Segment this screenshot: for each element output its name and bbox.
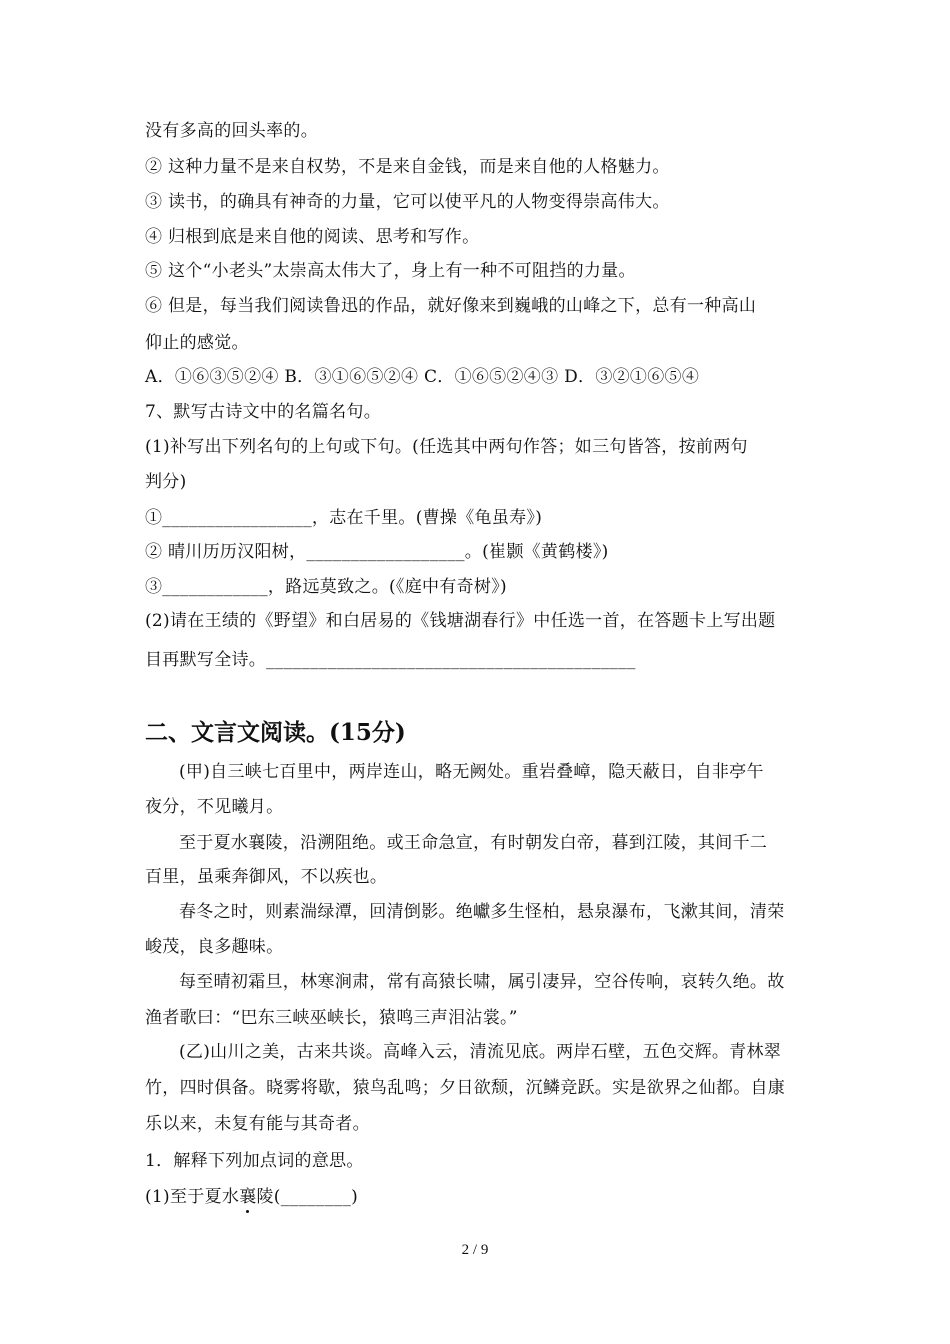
dotted-character: 襄: [239, 1187, 257, 1207]
passage-line: 至于夏水襄陵，沿溯阻绝。或王命急宣，有时朝发白帝，暮到江陵，其间千二: [179, 833, 768, 853]
answer-options: A．①⑥③⑤②④ B．③①⑥⑤②④ C．①⑥⑤②④③ D．③②①⑥⑤④: [145, 367, 700, 387]
fill-blank-line: ③____________，路远莫致之。(《庭中有奇树》): [145, 577, 507, 597]
text-line: ② 这种力量不是来自权势，不是来自金钱，而是来自他的人格魅力。: [145, 157, 670, 177]
question-1-title: 1．解释下列加点词的意思。: [145, 1151, 364, 1171]
passage-line: 每至晴初霜旦，林寒涧肃，常有高猿长啸，属引凄异，空谷传响，哀转久绝。故: [179, 972, 785, 992]
text-line: 仰止的感觉。: [145, 333, 249, 353]
passage-line: 峻茂，良多趣味。: [145, 937, 284, 957]
text-line: 没有多高的回头率的。: [145, 121, 318, 141]
page-number: 2 / 9: [461, 1242, 489, 1258]
text-line: ⑤ 这个“小老头”太崇高太伟大了，身上有一种不可阻挡的力量。: [145, 261, 636, 281]
passage-line: (甲)自三峡七百里中，两岸连山，略无阙处。重岩叠嶂，隐天蔽日，自非亭午: [179, 762, 764, 782]
passage-line: (乙)山川之美，古来共谈。高峰入云，清流见底。两岸石壁，五色交辉。青林翠: [179, 1042, 782, 1062]
passage-line: 百里，虽乘奔御风，不以疾也。: [145, 867, 388, 887]
text-line: 判分): [145, 472, 187, 492]
text-line: (2)请在王绩的《野望》和白居易的《钱塘湖春行》中任选一首，在答题卡上写出题: [145, 611, 776, 631]
question-7-title: 7、默写古诗文中的名篇名句。: [145, 402, 382, 422]
text-line: ④ 归根到底是来自他的阅读、思考和写作。: [145, 227, 480, 247]
question-1-item: [145, 1186, 815, 1208]
fill-blank-line: ①_________________，志在千里。(曹操《龟虽寿》): [145, 508, 543, 528]
passage-line: 乐以来，未复有能与其奇者。: [145, 1114, 370, 1134]
text-line: (1)补写出下列名句的上句或下句。(任选其中两句作答；如三句皆答，按前两句: [145, 437, 748, 457]
passage-line: 夜分，不见曦月。: [145, 797, 284, 817]
section-title: 二、文言文阅读。(15分): [145, 719, 406, 746]
question-item-suffix: 陵(________): [256, 1187, 359, 1207]
passage-line: 渔者歌曰：“巴东三峡巫峡长，猿鸣三声泪沾裳。”: [145, 1008, 518, 1028]
passage-line: 春冬之时，则素湍绿潭，回清倒影。绝巘多生怪柏，悬泉瀑布，飞漱其间，清荣: [179, 902, 785, 922]
fill-blank-line: ② 晴川历历汉阳树，__________________。(崔颢《黄鹤楼》): [145, 542, 609, 562]
passage-line: 竹，四时俱备。晓雾将歇，猿鸟乱鸣；夕日欲颓，沉鳞竞跃。实是欲界之仙都。自康: [145, 1078, 786, 1098]
fill-blank-line: 目再默写全诗。__________________________________________: [145, 650, 636, 670]
question-item-prefix: (1)至于夏水: [145, 1187, 240, 1207]
text-line: ③ 读书，的确具有神奇的力量，它可以使平凡的人物变得崇高伟大。: [145, 192, 670, 212]
text-line: ⑥ 但是，每当我们阅读鲁迅的作品，就好像来到巍峨的山峰之下，总有一种高山: [145, 296, 757, 316]
